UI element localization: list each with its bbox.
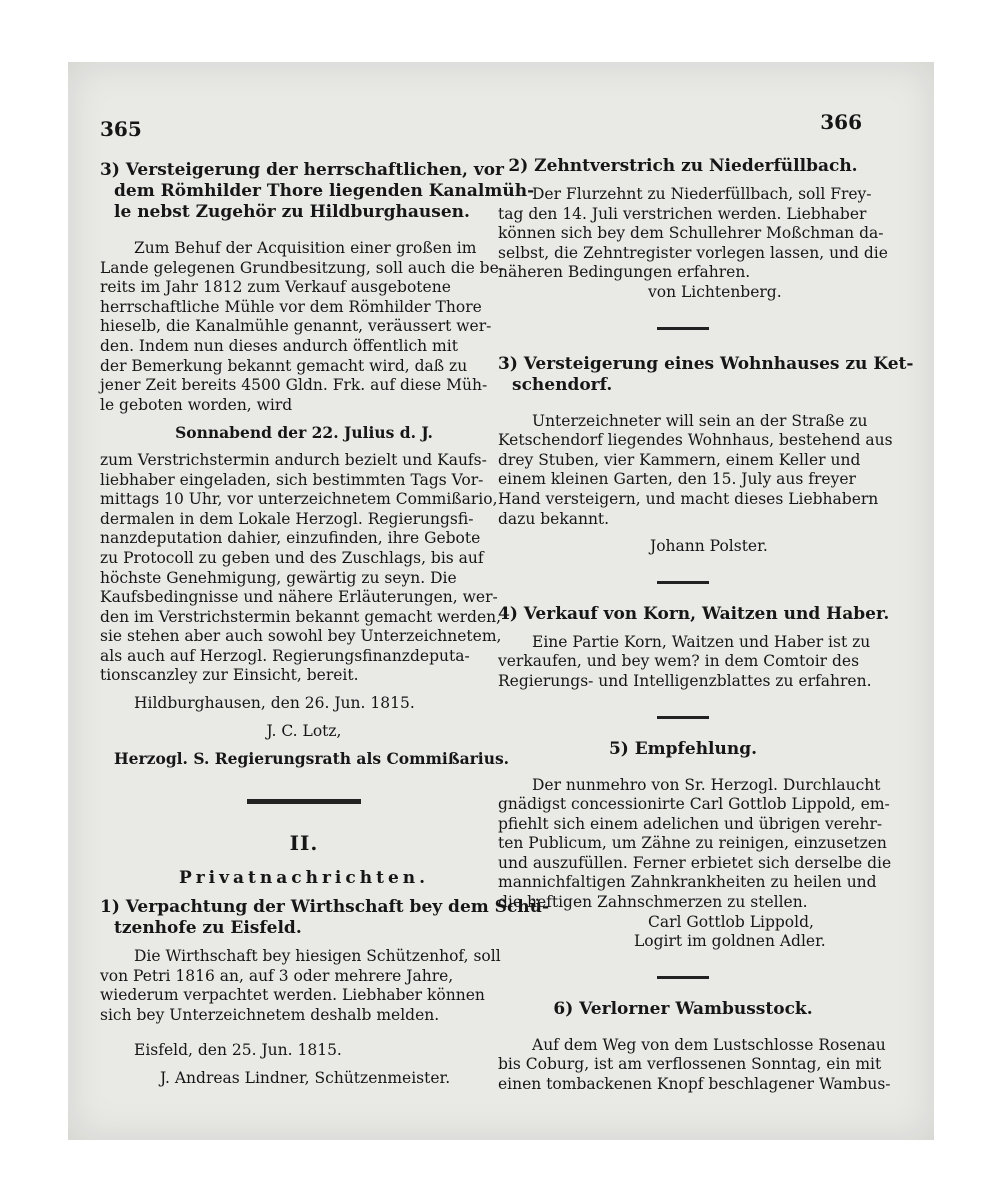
item1-signature: J. Andreas Lindner, Schützenmeister. bbox=[160, 1069, 451, 1087]
item4-title: 4) Verkauf von Korn, Waitzen und Haber. bbox=[498, 603, 890, 624]
item3-right-body: Unterzeichneter will sein an der Straße zu Ketschendorf liegendes Wohnhaus, bestehend aus drey Stuben, vier Kammern, einem Keller und einem kleinen Garten, den 15. July aus freyer Hand versteigern, und macht dieses Liebhabern dazu bekannt. bbox=[498, 411, 893, 528]
item1-body: Die Wirthschaft bey hiesigen Schützenhof, soll von Petri 1816 an, auf 3 oder mehrere Jahre, wiederum verpachtet werden. Liebhaber können sich bey Unterzeichnetem deshalb melden. bbox=[100, 947, 501, 1024]
item2-body: Der Flurzehnt zu Niederfüllbach, soll Frey- tag den 14. Juli verstrichen werden. Liebhaber können sich bey dem Schullehrer Moßchman da- selbst, die Zehntregister vorlegen lassen, und die näheren Bedingungen erfahren. bbox=[498, 185, 888, 282]
page-number-right: 366 bbox=[820, 110, 862, 134]
item2-title: 2) Zehntverstrich zu Niederfüllbach. bbox=[508, 156, 858, 176]
item5-title: 5) Empfehlung. bbox=[608, 738, 758, 759]
item6-title: 6) Verlorner Wambusstock. bbox=[553, 998, 813, 1019]
divider bbox=[657, 581, 709, 584]
left-column bbox=[100, 122, 550, 1089]
item3-signature-title: Herzogl. S. Regierungsrath als Commißarius. bbox=[114, 749, 510, 769]
item1-title: 1) Verpachtung der Wirthschaft bey dem Schü- tzenhofe zu Eisfeld. bbox=[100, 897, 550, 939]
section-numeral: II. bbox=[289, 830, 319, 855]
section-divider bbox=[247, 799, 361, 804]
item3-place-date: Hildburghausen, den 26. Jun. 1815. bbox=[134, 694, 415, 713]
section-title: Privatnachrichten. bbox=[178, 868, 430, 889]
item6-body: Auf dem Weg von dem Lustschlosse Rosenau bis Coburg, ist am verflossenen Sonntag, ein mit einen tombackenen Knopf beschlagener Wambus- bbox=[498, 1035, 891, 1094]
scanned-page bbox=[68, 62, 934, 1140]
item3-signature: J. C. Lotz, bbox=[266, 721, 342, 740]
item3-body-continued: zum Verstrichstermin andurch bezielt und Kaufs- liebhaber eingeladen, sich bestimmten Tags Vor- mittags 10 Uhr, vor unterzeichnetem Commißario, dermalen in dem Lokale Herzogl. Regierungsfi- nanzdeputation dahier, einzufinden, ihre Gebote zu Protocoll zu geben und des Zuschlags, bis auf höchste Genehmigung, gewärtig zu seyn. Die Kaufsbedingnisse und nähere Erläuterungen, wer- den im Verstrichstermin bekannt gemacht werden, sie stehen aber auch sowohl bey Unterzeichnetem, als auch auf Herzogl. Regierungsfinanzdeputa- tionscanzley zur Einsicht, bereit. bbox=[100, 450, 502, 685]
item5-body: Der nunmehro von Sr. Herzogl. Durchlaucht gnädigst concessionirte Carl Gottlob Lippold, em- pfiehlt sich einem adelichen und übrigen verehr- ten Publicum, um Zähne zu reinigen, einzusetzen und auszufüllen. Ferner erbietet sich derselbe die mannichfaltigen Zahnkrankheiten zu heilen und die heftigen Zahnschmerzen zu stellen. bbox=[498, 775, 892, 912]
auction-date: Sonnabend der 22. Julius d. J. bbox=[175, 423, 433, 443]
page-number-left: 365 bbox=[100, 117, 142, 141]
item3-right-title: 3) Versteigerung eines Wohnhauses zu Ket- schendorf. bbox=[498, 353, 914, 395]
divider bbox=[657, 976, 709, 979]
divider bbox=[657, 716, 709, 719]
divider bbox=[657, 327, 709, 330]
right-column bbox=[498, 104, 914, 1095]
item3-body: Zum Behuf der Acquisition einer großen im Lande gelegenen Grundbesitzung, soll auch die be- reits im Jahr 1812 zum Verkauf ausgebotene herrschaftliche Mühle vor dem Römhilder Thore hieselb, die Kanalmühle genannt, veräussert wer- den. Indem nun dieses andurch öffentlich mit der Bemerkung bekannt gemacht wird, daß zu jener Zeit bereits 4500 Gldn. Frk. auf diese Müh- le geboten worden, wird bbox=[100, 239, 504, 414]
item5-signature: Carl Gottlob Lippold, bbox=[648, 912, 814, 931]
item1-place-date: Eisfeld, den 25. Jun. 1815. bbox=[134, 1041, 342, 1060]
item4-body: Eine Partie Korn, Waitzen und Haber ist zu verkaufen, und bey wem? in dem Comtoir des Regierungs- und Intelligenzblattes zu erfahren. bbox=[498, 632, 872, 690]
item2-signature: von Lichtenberg. bbox=[648, 282, 782, 301]
item3-right-signature: Johann Polster. bbox=[650, 537, 768, 556]
item5-signature-address: Logirt im goldnen Adler. bbox=[634, 932, 826, 951]
item3-title: 3) Versteigerung der herrschaftlichen, vor dem Römhilder Thore liegenden Kanalmüh- le nebst Zugehör zu Hildburghausen. bbox=[100, 160, 535, 222]
